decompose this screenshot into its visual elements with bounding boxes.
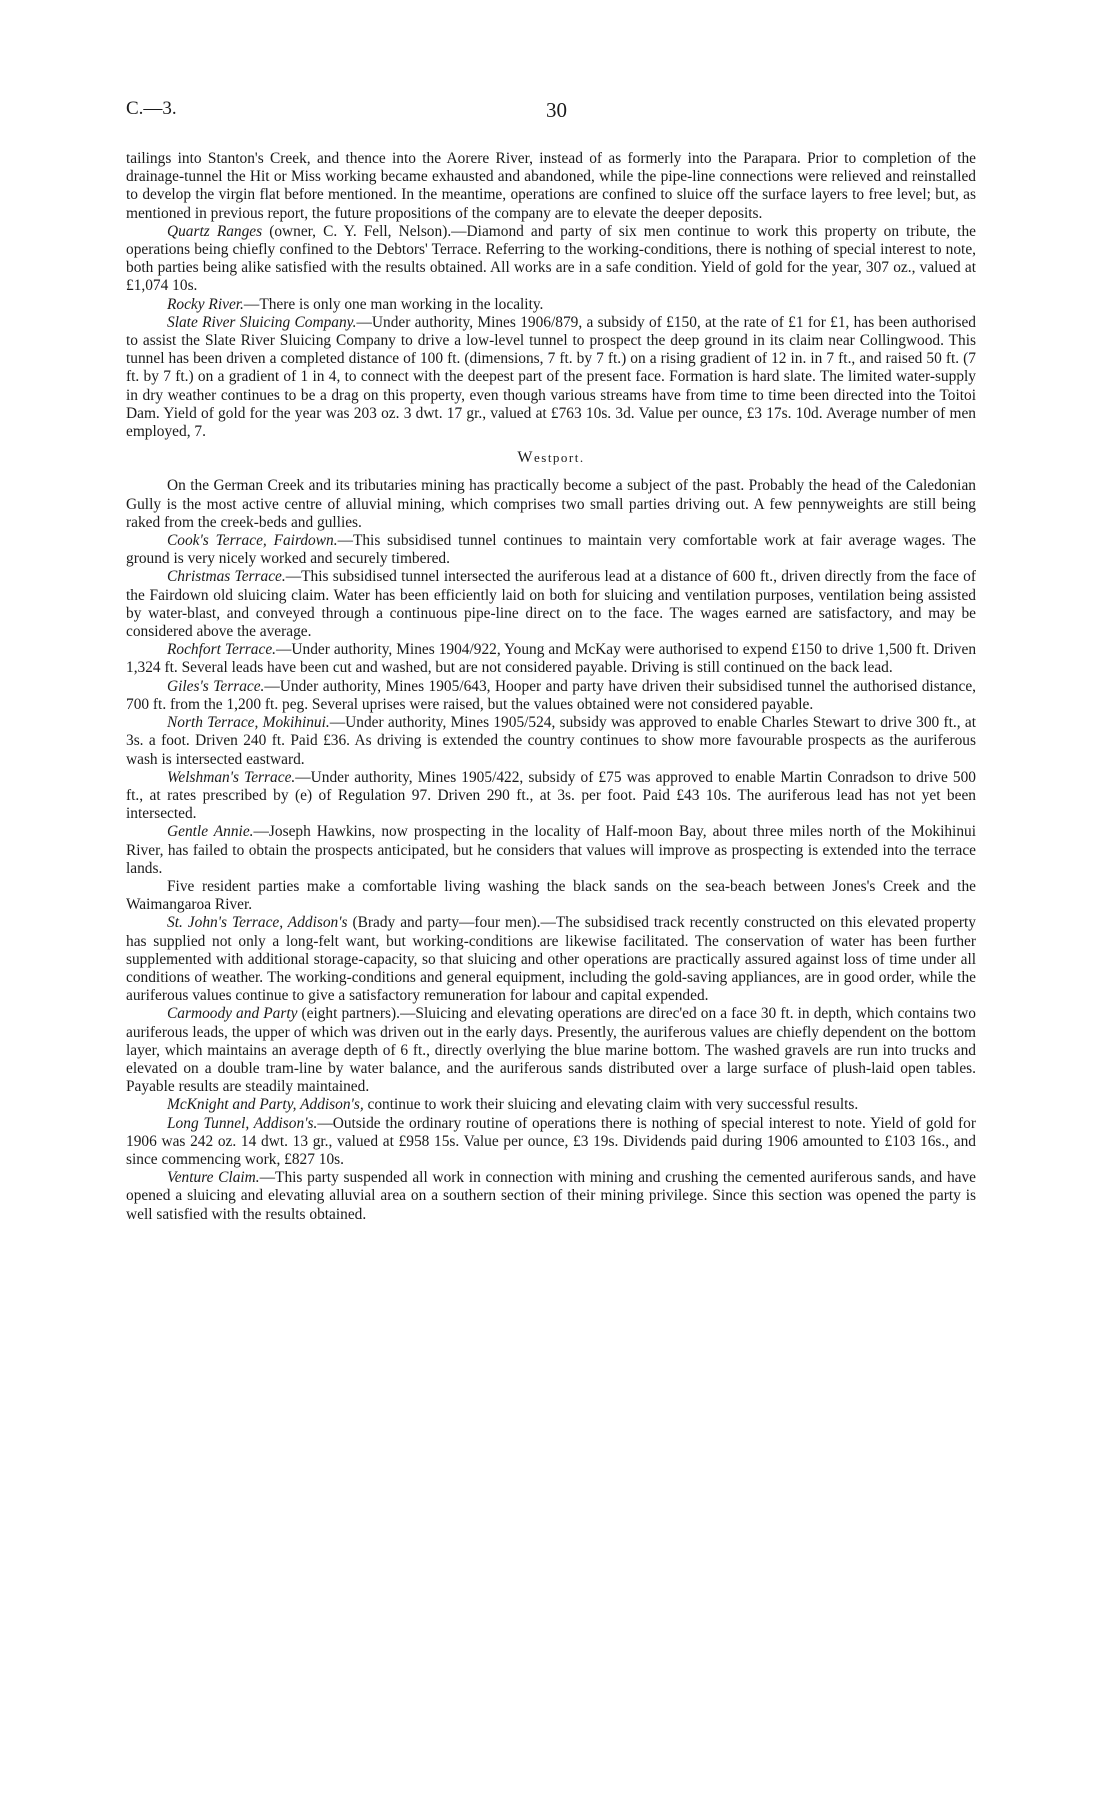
paragraph-lead: McKnight and Party, Addison's, [167, 1096, 364, 1114]
page-number: 30 [546, 98, 567, 122]
section-heading: Westport. [517, 449, 585, 467]
paragraph-lead: Slate River Sluicing Company. [167, 313, 357, 331]
paragraph-lead: St. John's Terrace, Addison's [167, 914, 348, 932]
paragraph-lead: Carmoody and Party [167, 1005, 298, 1023]
paragraph: Slate River Sluicing Company.—Under authority, Mines 1906/879, a subsidy of £150, at the rate of £1 for £1, has been authorised to assist the Slate River Sluicing Company to drive a low-level tunnel to prospect the deep ground in its claim near Collingwood. This tunnel has been driven a completed distance of 100 ft. (dimensions, 7 ft. by 7 ft.) on a rising gradient of 12 in. in 7 ft., and raised 50 ft. (7 ft. by 7 ft.) on a gradient of 1 in 4, to connect with the deepest part of the present face. Formation is hard slate. The limited water-supply in dry weather continues to be a drag on this property, even though various streams have from time to time been directed into the Toitoi Dam. Yield of gold for the year was 203 oz. 3 dwt. 17 gr., valued at £763 10s. 3d. Value per ounce, £3 17s. 10d. Average number of men employed, 7. [126, 313, 977, 441]
paragraph: St. John's Terrace, Addison's (Brady and party—four men).—The subsidised track recently constructed on this elevated property has supplied not only a long-felt want, but working-conditions are likewise facilitated. The conservation of water has been further supplemented with additional storage-capacity, so that sluicing and other operations are practically assured against loss of time under all conditions of weather. The working-conditions and general equipment, including the gold-saving appliances, are in good order, while the auriferous values continue to give a satisfactory remuneration for labour and capital expended. [126, 914, 976, 1005]
paragraph-lead: Rocky River. [167, 295, 244, 313]
paragraph-lead: Long Tunnel, Addison's. [167, 1114, 318, 1132]
paragraph: Gentle Annie.—Joseph Hawkins, now prospecting in the locality of Half-moon Bay, about three miles north of the Mokihinui River, has failed to obtain the prospects anticipated, but he considers that values will improve as prospecting is extended into the terrace lands. [126, 823, 976, 877]
paragraph: Cook's Terrace, Fairdown.—This subsidised tunnel continues to maintain very comfortable work at fair average wages. The ground is very nicely worked and securely timbered. [126, 532, 976, 568]
paragraph-lead: Rochfort Terrace. [167, 641, 277, 659]
paragraph: Quartz Ranges (owner, C. Y. Fell, Nelson).—Diamond and party of six men continue to work this property on tribute, the operations being chiefly confined to the Debtors' Terrace. Referring to the working-conditions, there is nothing of special interest to note, both parties being alike satisfied with the results obtained. All works are in a safe condition. Yield of gold for the year, 307 oz., valued at £1,074 10s. [126, 222, 976, 295]
paragraph: Christmas Terrace.—This subsidised tunnel intersected the auriferous lead at a distance of 600 ft., driven directly from the face of the Fairdown old sluicing claim. Water has been efficiently laid on both for sluicing and ventilation purposes, ventilation being assisted by water-blast, and conveyed through a continuous pipe-line direct on to the face. The wages earned are satisfactory, and may be considered above the average. [126, 568, 976, 641]
paragraph-lead: Giles's Terrace. [167, 677, 265, 695]
paragraph: Five resident parties make a comfortable living washing the black sands on the sea-beach between Jones's Creek and the Waimangaroa River. [126, 877, 976, 914]
paragraph: Rocky River.—There is only one man working in the locality. [167, 295, 544, 313]
paragraph-lead: Quartz Ranges [167, 222, 263, 240]
paragraph-lead: Gentle Annie. [167, 823, 254, 841]
paragraph: McKnight and Party, Addison's, continue to work their sluicing and elevating claim with very successful results. [167, 1096, 859, 1114]
paragraph-lead: Christmas Terrace. [167, 568, 286, 586]
paragraph: Giles's Terrace.—Under authority, Mines 1905/643, Hooper and party have driven their subsidised tunnel the authorised distance, 700 ft. from the 1,200 ft. peg. Several uprises were raised, but the values obtained were not considered payable. [126, 677, 977, 713]
paragraph: Venture Claim.—This party suspended all work in connection with mining and crushing the cemented auriferous sands, and have opened a sluicing and elevating alluvial area on a southern section of their mining privilege. Since this section was opened the party is well satisfied with the results obtained. [126, 1169, 976, 1223]
body-text [126, 150, 976, 1224]
paragraph: Long Tunnel, Addison's.—Outside the ordinary routine of operations there is nothing of special interest to note. Yield of gold for 1906 was 242 oz. 14 dwt. 13 gr., valued at £958 15s. Value per ounce, £3 19s. Dividends paid during 1906 amounted to £103 16s., and since commencing work, £827 10s. [126, 1114, 977, 1168]
paragraph: Welshman's Terrace.—Under authority, Mines 1905/422, subsidy of £75 was approved to enable Martin Conradson to drive 500 ft., at rates prescribed by (e) of Regulation 97. Driven 290 ft., at 3s. per foot. Paid £43 10s. The auriferous lead has not yet been intersected. [126, 768, 976, 823]
paragraph-lead: Cook's Terrace, Fairdown. [167, 532, 338, 550]
paragraph: Carmoody and Party (eight partners).—Sluicing and elevating operations are direc'ed on a face 30 ft. in depth, which contains two auriferous leads, the upper of which was driven out in the early days. Presently, the auriferous values are chiefly dependent on the bottom layer, which maintains an average depth of 6 ft., directly overlying the blue marine bottom. The washed gravels are run into trucks and elevated on a double tram-line by water balance, and the auriferous sands distributed over a large surface of plush-laid open tables. Payable results are steadily maintained. [126, 1005, 976, 1096]
page-header [126, 98, 976, 128]
paragraph: North Terrace, Mokihinui.—Under authority, Mines 1905/524, subsidy was approved to enable Charles Stewart to drive 300 ft., at 3s. a foot. Driven 240 ft. Paid £36. As driving is extended the country continues to show more favourable prospects as the auriferous wash is intersected eastward. [126, 714, 976, 768]
document-code: C.—3. [126, 98, 177, 119]
paragraph: On the German Creek and its tributaries mining has practically become a subject of the past. Probably the head of the Caledonian Gully is the most active centre of alluvial mining, which comprises two small parties driving out. A few pennyweights are still being raked from the creek-beds and gullies. [126, 477, 976, 531]
paragraph: Rochfort Terrace.—Under authority, Mines 1904/922, Young and McKay were authorised to expend £150 to drive 1,500 ft. Driven 1,324 ft. Several leads have been cut and washed, but are not considered payable. Driving is still continued on the back lead. [126, 641, 977, 677]
paragraph-lead: North Terrace, Mokihinui. [167, 714, 330, 732]
paragraph: tailings into Stanton's Creek, and thence into the Aorere River, instead of as formerly into the Parapara. Prior to completion of the drainage-tunnel the Hit or Miss working became exhausted and abandoned, while the pipe-line connections were relieved and reinstalled to develop the virgin flat before mentioned. In the meantime, operations are confined to sluice off the surface layers to free level; but, as mentioned in previous report, the future propositions of the company are to elevate the deeper deposits. [126, 150, 976, 222]
paragraph-lead: Venture Claim. [167, 1169, 260, 1187]
paragraph-lead: Welshman's Terrace. [167, 768, 296, 786]
